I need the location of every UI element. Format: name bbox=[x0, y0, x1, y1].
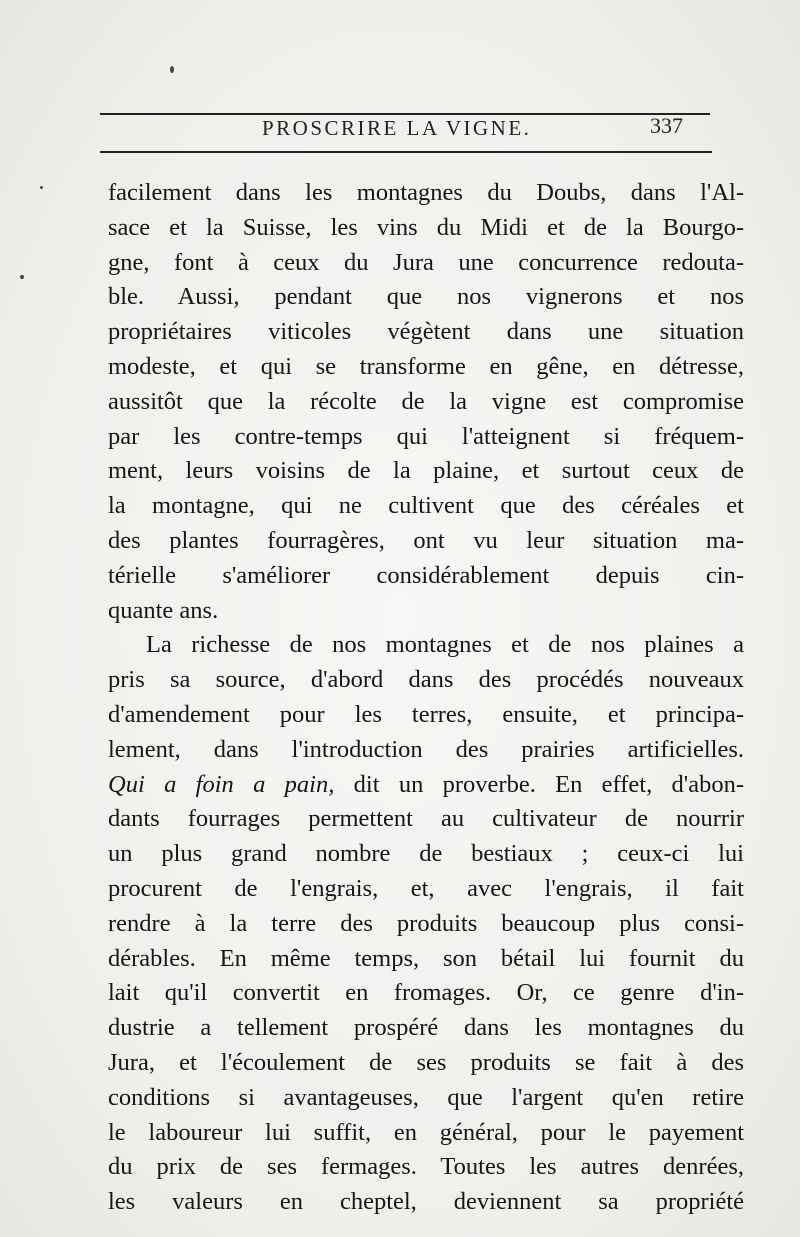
text-line: Jura, et l'écoulement de ses produits se fait à des bbox=[108, 1048, 744, 1076]
text-line: par les contre-temps qui l'atteignent si fréquem- bbox=[108, 422, 744, 450]
header-rule-bottom bbox=[100, 151, 712, 153]
text-line: facilement dans les montagnes du Doubs, dans l'Al- bbox=[108, 179, 744, 206]
text-line: modeste, et qui se transforme en gêne, en détresse, bbox=[108, 352, 744, 380]
text-line: gne, font à ceux du Jura une concurrence redouta- bbox=[108, 248, 744, 276]
text-line: rendre à la terre des produits beaucoup plus consi- bbox=[108, 909, 744, 937]
running-title: PROSCRIRE LA VIGNE. bbox=[262, 116, 532, 140]
body-text bbox=[108, 176, 744, 1220]
page-number: 337 bbox=[650, 113, 683, 138]
text-line: lement, dans l'introduction des prairies artificielles. bbox=[108, 735, 744, 763]
text-line: térielle s'améliorer considérablement depuis cin- bbox=[108, 561, 744, 589]
header-rule-top bbox=[100, 113, 710, 115]
proverb-italic: Qui a foin a pain, bbox=[108, 770, 335, 798]
text-line: dants fourrages permettent au cultivateur de nourrir bbox=[108, 805, 744, 833]
text-line: quante ans. bbox=[108, 596, 219, 624]
scan-speck bbox=[40, 186, 43, 189]
text-line: sace et la Suisse, les vins du Midi et de la Bourgo- bbox=[108, 213, 744, 241]
text-line: propriétaires viticoles végètent dans une situation bbox=[108, 318, 744, 346]
text-line: dustrie a tellement prospéré dans les montagnes du bbox=[108, 1014, 744, 1042]
text-line: La richesse de nos montagnes et de nos plaines a bbox=[146, 631, 744, 659]
text-line: d'amendement pour les terres, ensuite, et principa- bbox=[108, 700, 744, 728]
text-line: conditions si avantageuses, que l'argent qu'en retire bbox=[108, 1083, 744, 1111]
text-line: procurent de l'engrais, et, avec l'engrais, il fait bbox=[108, 874, 744, 902]
text-line: les valeurs en cheptel, deviennent sa propriété bbox=[108, 1188, 744, 1216]
text-line: un plus grand nombre de bestiaux ; ceux-ci lui bbox=[108, 840, 744, 868]
proverb-rest: dit un proverbe. En effet, d'abon- bbox=[334, 770, 745, 798]
scan-speck bbox=[170, 66, 174, 73]
text-line: lait qu'il convertit en fromages. Or, ce genre d'in- bbox=[108, 979, 744, 1007]
scan-speck bbox=[20, 275, 24, 279]
text-line: ble. Aussi, pendant que nos vignerons et nos bbox=[108, 283, 744, 311]
text-line: le laboureur lui suffit, en général, pour le payement bbox=[108, 1118, 744, 1146]
text-line: la montagne, qui ne cultivent que des céréales et bbox=[108, 492, 744, 520]
text-line: du prix de ses fermages. Toutes les autres denrées, bbox=[108, 1153, 744, 1181]
paragraph-1 bbox=[108, 176, 744, 628]
text-line: dérables. En même temps, son bétail lui fournit du bbox=[108, 944, 744, 972]
text-line: pris sa source, d'abord dans des procédés nouveaux bbox=[108, 666, 744, 694]
text-line: des plantes fourragères, ont vu leur situation ma- bbox=[108, 526, 744, 554]
text-line: aussitôt que la récolte de la vigne est compromise bbox=[108, 387, 744, 415]
text-line: ment, leurs voisins de la plaine, et surtout ceux de bbox=[108, 457, 744, 485]
proverb-line bbox=[108, 768, 744, 803]
paragraph-2 bbox=[108, 628, 744, 1220]
